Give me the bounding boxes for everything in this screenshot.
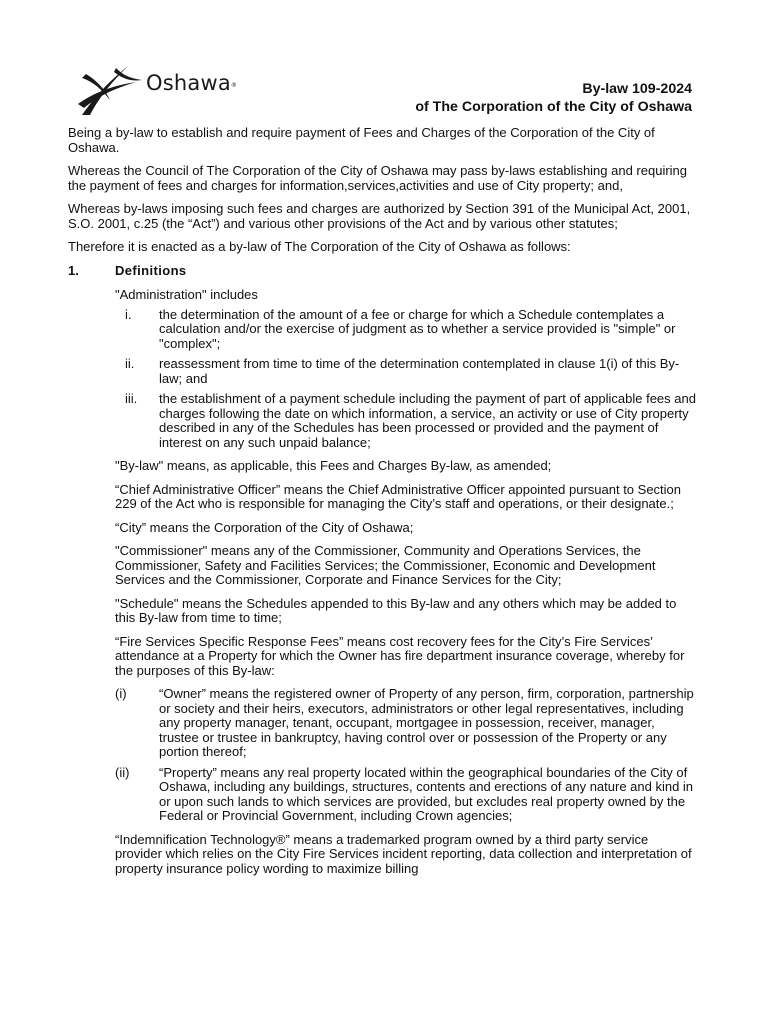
- list-item: [115, 766, 696, 824]
- logo-text: Oshawa: [146, 71, 231, 95]
- list-item: [115, 392, 696, 450]
- section-title: Definitions: [115, 262, 187, 278]
- definition-paragraph: "Commissioner" means any of the Commissioner, Community and Operations Services, the Commissioner, Safety and Facilities Services; the Commissioner, Economic and Development Services and the Commissioner, Corporate and Finance Services for the City;: [115, 543, 656, 587]
- list-marker: iii.: [125, 391, 138, 406]
- section-heading: [68, 264, 696, 279]
- list-item-text: “Property” means any real property located within the geographical boundaries of the City of Oshawa, including any buildings, structures, contents and erections of any nature and kind in or upon such lands to which services are provided, but excludes real property owned by the Federal or Provincial Government, including Crown agencies;: [159, 764, 694, 823]
- oshawa-logo: [76, 60, 266, 118]
- oshawa-swirl-icon: [76, 60, 148, 118]
- list-item-text: “Owner” means the registered owner of Property of any person, firm, corporation, partnership or society and their heirs, executors, administrators or other legal representatives, including any property manager, tenant, occupant, mortgagee in possession, receiver, manager, trustee or trustee in bankruptcy, having control over or possession of the Property or any portion thereof;: [159, 686, 694, 759]
- list-item-text: the establishment of a payment schedule including the payment of part of applicable fees and charges following the date on which information, a service, an activity or use of City property described in any of the Schedules has been processed or provided and the payment of interest on any such unpaid balance;: [159, 391, 696, 450]
- bylaw-number: By-law 109-2024: [582, 81, 692, 97]
- list-marker: ii.: [125, 356, 135, 371]
- list-marker: (i): [115, 686, 127, 701]
- bylaw-title-block: [415, 80, 692, 116]
- preamble-paragraph: Being a by-law to establish and require payment of Fees and Charges of the Corporation of the City of Oshawa.: [68, 125, 655, 155]
- preamble-paragraph: Whereas by-laws imposing such fees and charges are authorized by Section 391 of the Municipal Act, 2001, S.O. 2001, c.25 (the “Act”) and various other provisions of the Act and by various other statutes;: [68, 201, 691, 231]
- list-item: [115, 308, 696, 352]
- definition-paragraph: "By-law" means, as applicable, this Fees and Charges By-law, as amended;: [115, 458, 552, 473]
- bylaw-subtitle: of The Corporation of the City of Oshawa: [415, 99, 692, 115]
- preamble-paragraph: Whereas the Council of The Corporation of the City of Oshawa may pass by-laws establishing and requiring the payment of fees and charges for information,services,activities and use of City property; and,: [68, 163, 688, 193]
- document-body: [68, 126, 696, 885]
- definition-paragraph: “Fire Services Specific Response Fees” means cost recovery fees for the City’s Fire Services’ attendance at a Property for which the Owner has fire department insurance coverage, whereby for the purposes of this By-law:: [115, 633, 685, 678]
- list-item-text: reassessment from time to time of the determination contemplated in clause 1(i) of this By-law; and: [159, 356, 680, 386]
- list-item: [115, 357, 696, 386]
- section-number: 1.: [68, 262, 79, 278]
- preamble-paragraph: Therefore it is enacted as a by-law of The Corporation of the City of Oshawa as follows:: [68, 239, 571, 254]
- list-item: [115, 687, 696, 760]
- definition-paragraph: “Chief Administrative Officer” means the Chief Administrative Officer appointed pursuant to Section 229 of the Act who is responsible for managing the City’s staff and operations, or their designate.;: [115, 481, 682, 511]
- definition-paragraph: "Schedule" means the Schedules appended to this By-law and any others which may be added to this By-law from time to time;: [115, 595, 677, 625]
- definition-paragraph: “Indemnification Technology®” means a trademarked program owned by a third party service provider which relies on the City Fire Services incident reporting, data collection and interpretation of property insurance policy wording to maximize billing: [115, 831, 692, 876]
- logo-registered-mark: ®: [230, 82, 238, 89]
- list-marker: i.: [125, 306, 132, 322]
- definition-paragraph: “City” means the Corporation of the City of Oshawa;: [115, 519, 414, 535]
- list-marker: (ii): [115, 764, 130, 780]
- administration-intro: "Administration" includes: [115, 287, 258, 302]
- list-item-text: the determination of the amount of a fee or charge for which a Schedule contemplates a calculation and/or the exercise of judgment as to whether a service provided is "simple" or "complex";: [159, 306, 676, 351]
- logo-wordmark: [146, 71, 237, 95]
